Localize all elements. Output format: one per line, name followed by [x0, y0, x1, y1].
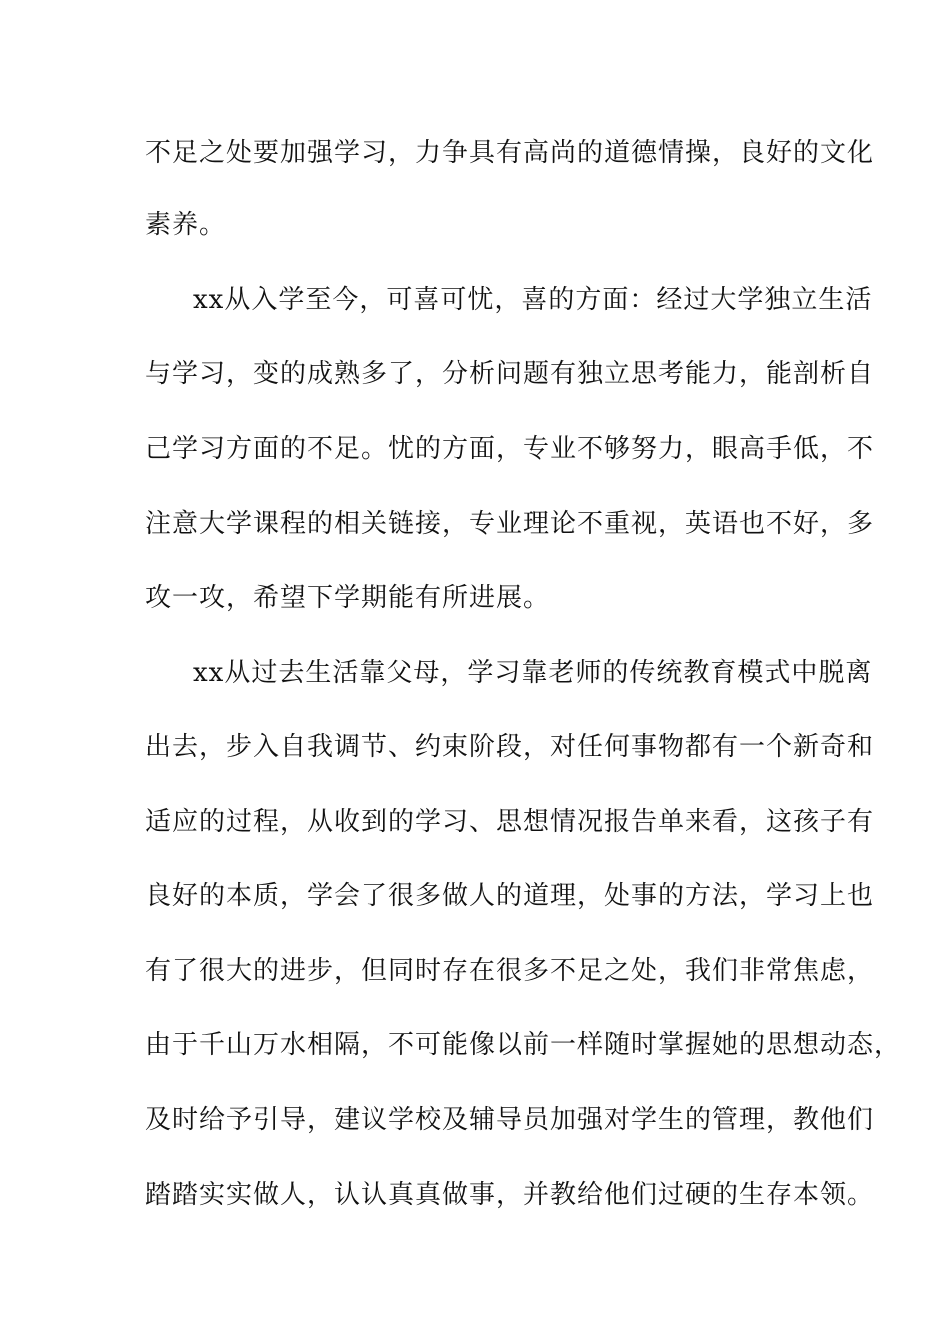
- text-line: 踏踏实实做人，认认真真做事，并教给他们过硬的生存本领。: [145, 1180, 875, 1210]
- text-line: 有了很大的进步，但同时存在很多不足之处，我们非常焦虑，: [145, 956, 875, 986]
- text-line: 良好的本质，学会了很多做人的道理，处事的方法，学习上也: [145, 881, 875, 911]
- text-line: 不足之处要加强学习，力争具有高尚的道德情操，良好的文化: [145, 138, 875, 168]
- paragraph-start-line: xx从入学至今，可喜可忧，喜的方面：经过大学独立生活: [193, 285, 873, 315]
- text-line: 素养。: [145, 210, 227, 240]
- text-line: 适应的过程，从收到的学习、思想情况报告单来看，这孩子有: [145, 807, 875, 837]
- paragraph-start-line: xx从过去生活靠父母，学习靠老师的传统教育模式中脱离: [193, 658, 873, 688]
- text-line: 及时给予引导，建议学校及辅导员加强对学生的管理，教他们: [145, 1105, 875, 1135]
- text-line: 己学习方面的不足。忧的方面，专业不够努力，眼高手低，不: [145, 434, 875, 464]
- text-line: 与学习，变的成熟多了，分析问题有独立思考能力，能剖析自: [145, 359, 875, 389]
- text-line: 由于千山万水相隔，不可能像以前一样随时掌握她的思想动态，: [145, 1030, 902, 1060]
- text-line: 注意大学课程的相关链接，专业理论不重视，英语也不好，多: [145, 509, 875, 539]
- text-line: 攻一攻，希望下学期能有所进展。: [145, 583, 551, 613]
- text-line: 出去，步入自我调节、约束阶段，对任何事物都有一个新奇和: [145, 732, 875, 762]
